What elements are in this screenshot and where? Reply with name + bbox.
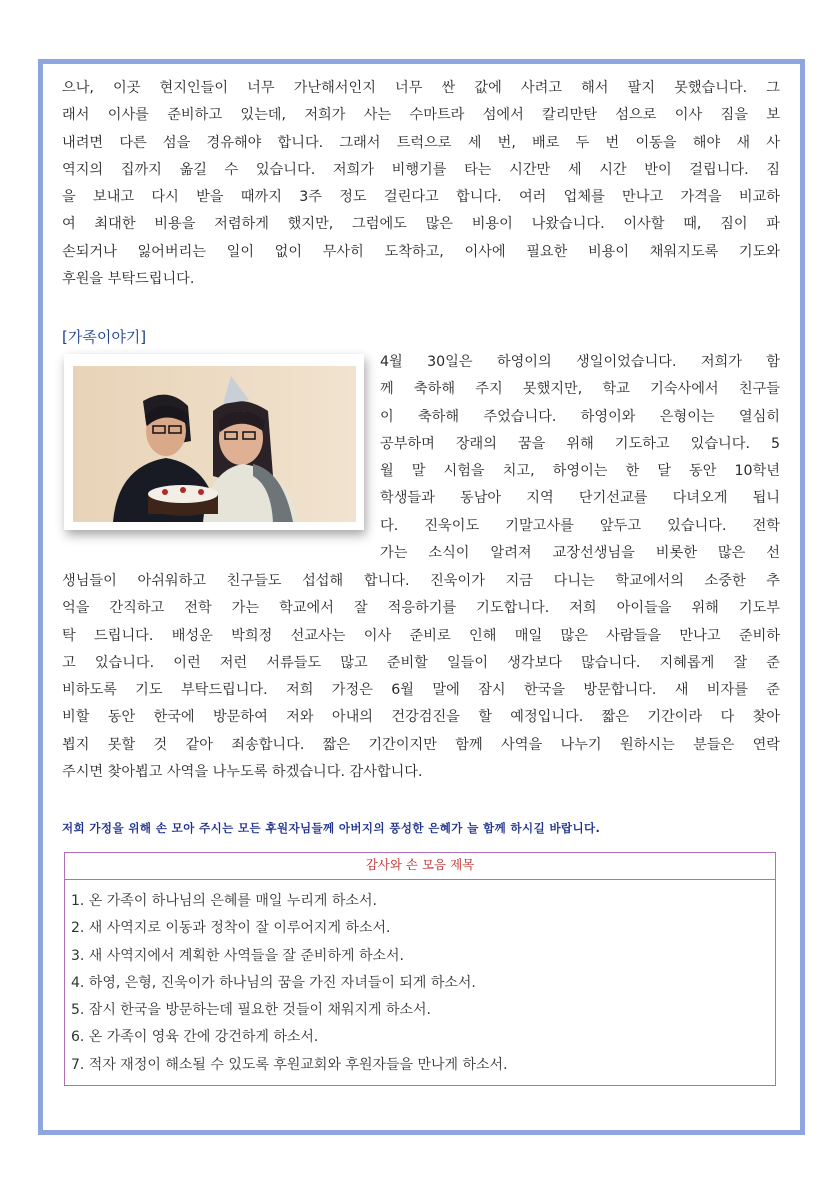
paragraph-line: 월 말 시험을 치고, 하영이는 한 달 동안 10학년 [380, 463, 780, 480]
paragraph-line: 4월 30일은 하영이의 생일이었습니다. 저희가 함 [380, 354, 780, 370]
blessing-slogan: 저희 가정을 위해 손 모아 주시는 모든 후원자님들께 아버지의 풍성한 은혜가 늘 함께 하시길 바랍니다. [62, 821, 601, 835]
prayer-item: 5. 잠시 한국을 방문하는데 필요한 것들이 채워지게 하소서. [71, 1002, 432, 1019]
paragraph-line: 래서 이사를 준비하고 있는데, 저희가 사는 수마트라 섬에서 칼리만탄 섬으로 이사 짐을 보 [62, 107, 780, 124]
prayer-item: 3. 새 사역지에서 계획한 사역들을 잘 준비하게 하소서. [71, 947, 404, 964]
paragraph-line: 다. 진욱이도 기말고사를 앞두고 있습니다. 전학 [380, 517, 780, 534]
paragraph-line: 고 있습니다. 이런 저런 서류들도 많고 준비할 일들이 생각보다 많습니다. 지혜롭게 잘 준 [62, 654, 780, 671]
paragraph-line: 께 축하해 주지 못했지만, 학교 기숙사에서 친구들 [380, 381, 780, 398]
prayer-title: 감사와 손 모음 제목 [65, 853, 775, 880]
prayer-item: 6. 온 가족이 영육 간에 강건하게 하소서. [71, 1029, 319, 1046]
paragraph-line: 억을 간직하고 전학 가는 학교에서 잘 적응하기를 기도합니다. 저희 아이들을 위해 기도부 [62, 600, 780, 617]
paragraph-line: 여 최대한 비용을 저렴하게 했지만, 그럼에도 많은 비용이 나왔습니다. 이사할 때, 짐이 파 [62, 216, 780, 233]
paragraph-line: 주시면 찾아뵙고 사역을 나누도록 하겠습니다. 감사합니다. [62, 764, 423, 781]
paragraph-line: 을 보내고 다시 받을 때까지 3주 정도 걸린다고 합니다. 여러 업체를 만나고 가격을 비교하 [62, 189, 780, 206]
prayer-item: 7. 적자 재정이 해소될 수 있도록 후원교회와 후원자들을 만나게 하소서. [71, 1056, 508, 1073]
birthday-photo [73, 366, 356, 522]
paragraph-line: 공부하며 장래의 꿈을 위해 기도하고 있습니다. 5 [380, 435, 780, 452]
birthday-photo-illustration [73, 366, 356, 522]
intro-paragraph [62, 75, 780, 293]
paragraph-line: 뵙지 못할 것 같아 죄송합니다. 짧은 기간이지만 함께 사역을 나누기 원하시는 분들은 연락 [62, 736, 780, 753]
paragraph-line: 가는 소식이 알려져 교장선생님을 비롯한 많은 선 [380, 545, 780, 562]
prayer-list [65, 880, 775, 1079]
prayer-item: 2. 새 사역지로 이동과 정착이 잘 이루어지게 하소서. [71, 920, 391, 937]
paragraph-line: 학생들과 동남아 지역 단기선교를 다녀오게 됩니 [380, 490, 780, 507]
paragraph-line: 내려면 다른 섬을 경유해야 합니다. 그래서 트럭으로 세 번, 배로 두 번 이동을 해야 새 사 [62, 134, 780, 151]
paragraph-line: 이 축하해 주었습니다. 하영이와 은형이는 열심히 [380, 408, 780, 425]
family-side-paragraph [380, 349, 780, 567]
prayer-requests-box [64, 852, 776, 1086]
paragraph-line: 역지의 집까지 옮길 수 있습니다. 저희가 비행기를 타는 시간만 세 시간 반이 걸립니다. 짐 [62, 161, 780, 178]
family-story-heading: [가족이야기] [62, 328, 147, 346]
paragraph-line: 후원을 부탁드립니다. [62, 271, 195, 288]
paragraph-line: 으나, 이곳 현지인들이 너무 가난해서인지 너무 싼 값에 사려고 해서 팔지 못했습니다. 그 [62, 80, 780, 96]
prayer-item: 4. 하영, 은형, 진욱이가 하나님의 꿈을 가진 자녀들이 되게 하소서. [71, 974, 476, 991]
paragraph-line: 생님들이 아쉬워하고 친구들도 섭섭해 합니다. 진욱이가 지금 다니는 학교에서의 소중한 추 [62, 573, 780, 589]
paragraph-line: 비할 동안 한국에 방문하여 저와 아내의 건강검진을 할 예정입니다. 짧은 기간이라 다 찾아 [62, 709, 780, 726]
paragraph-line: 손되거나 잃어버리는 일이 없이 무사히 도착하고, 이사에 필요한 비용이 채워지도록 기도와 [62, 243, 780, 260]
prayer-item: 1. 온 가족이 하나님의 은혜를 매일 누리게 하소서. [71, 893, 377, 909]
paragraph-line: 탁 드립니다. 배성운 박희정 선교사는 이사 준비로 인해 매일 많은 사람들을 만나고 준비하 [62, 627, 780, 644]
paragraph-line: 비하도록 기도 부탁드립니다. 저희 가정은 6월 말에 잠시 한국을 방문합니다. 새 비자를 준 [62, 682, 780, 699]
family-full-paragraph [62, 568, 780, 786]
family-photo-frame [64, 354, 364, 530]
